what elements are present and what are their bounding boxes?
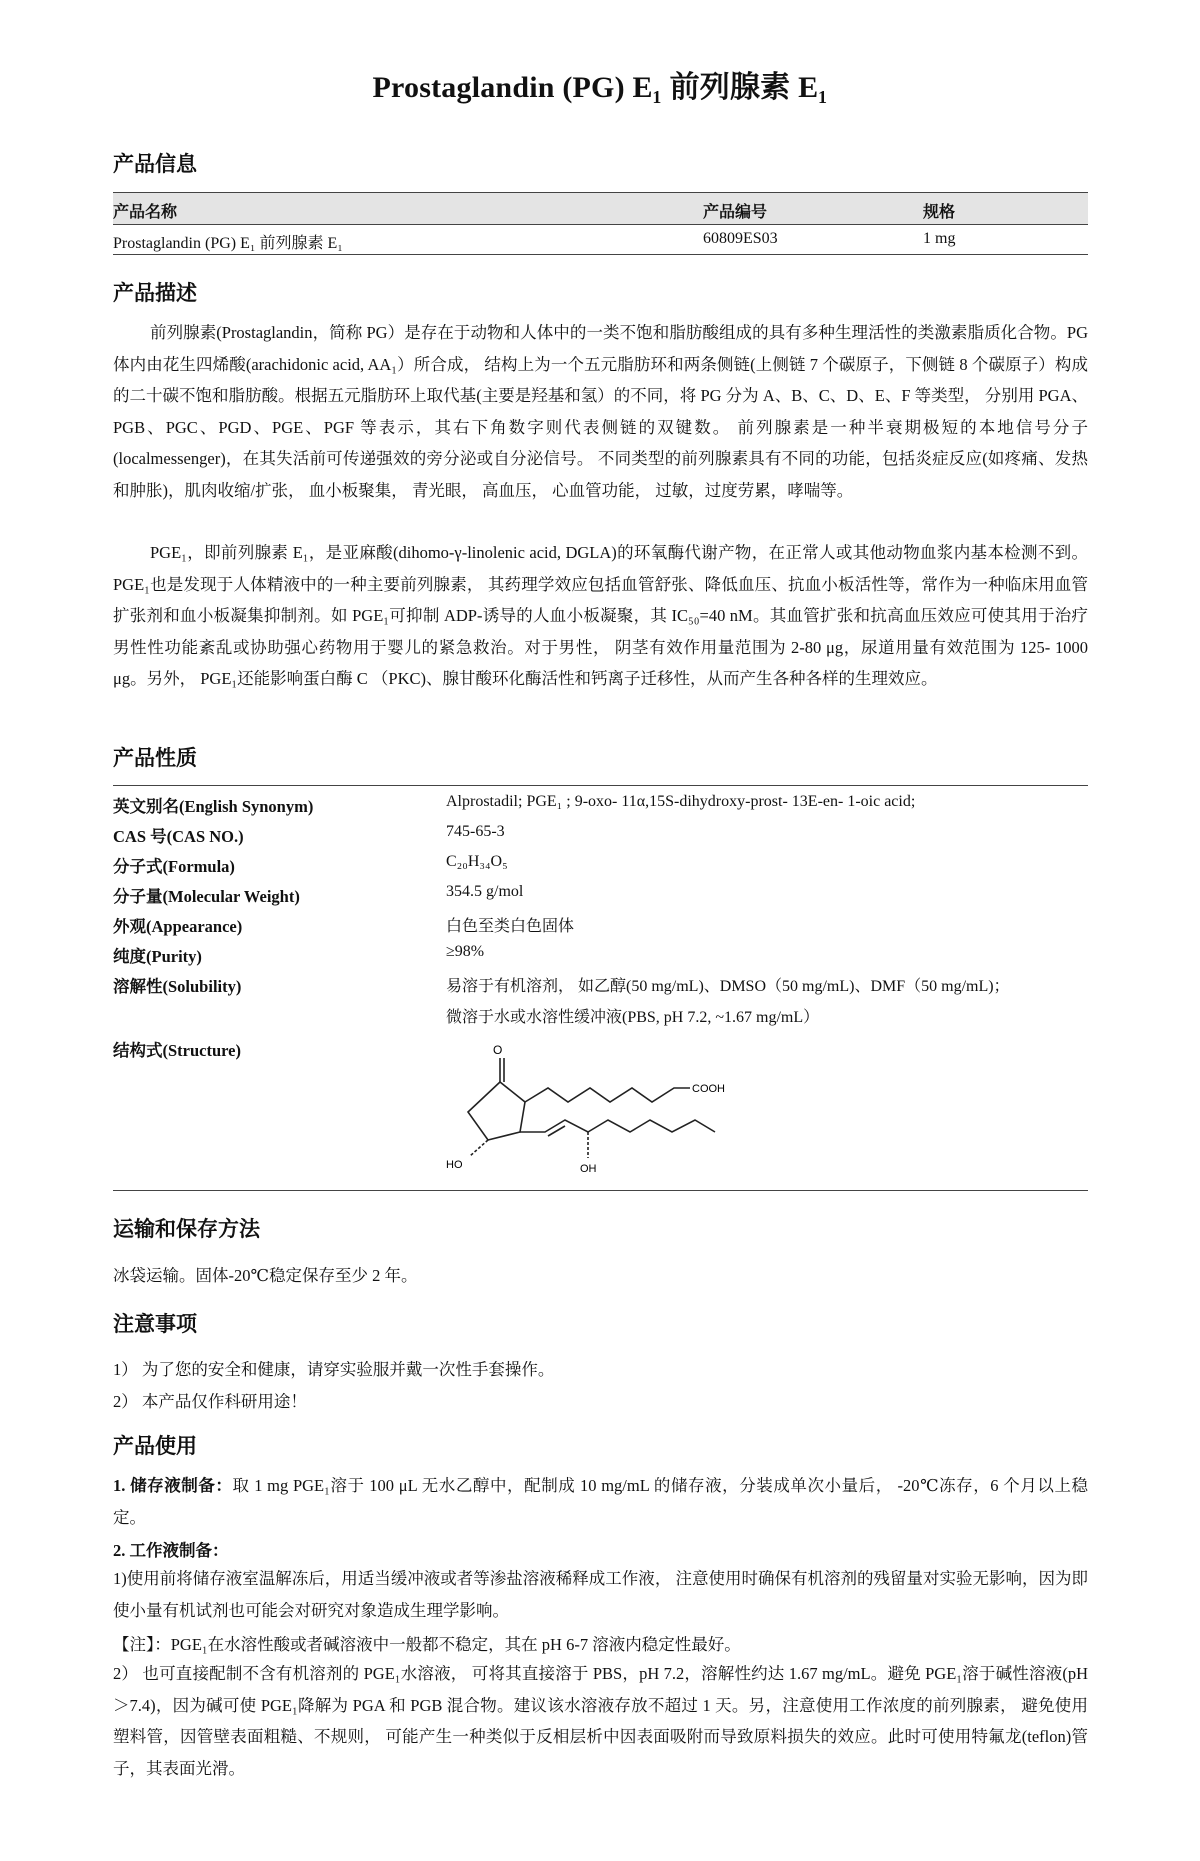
structure-label-ho: HO — [446, 1159, 463, 1171]
usage-step-2-para-2: 2） 也可直接配制不含有机溶剂的 PGE₁水溶液， 可将其直接溶于 PBS，pH 7.2，溶解性约达 1.67 mg/mL。避免 PGE₁溶于碱性溶液(pH＞7.4)，因为碱可使 PGE₁降解为 PGA 和 PGB 混合物。建议该水溶液存放不超过 1 天。另，注意使用工作浓度的前列腺素， 避免使用塑料管，因管壁表面粗糙、不规则， 可能产生一种类似于反相层析中因表面吸附而导致原料损失的效应。此时可使用特氟龙(teflon)管子，其表面光滑。 — [113, 1664, 1088, 1778]
property-label: 分子式(Formula) — [113, 857, 235, 876]
structure-label-cooh: COOH — [692, 1083, 725, 1095]
section-title-properties: 产品性质 — [113, 746, 197, 770]
document-title: Prostaglandin (PG) E₁ 前列腺素 E₁ — [372, 71, 828, 104]
col-header-code: 产品编号 — [703, 202, 768, 221]
structure-diagram — [440, 1040, 750, 1190]
property-value: 354.5 g/mol — [446, 883, 524, 900]
usage-step-2-para-1: 1)使用前将储存液室温解冻后，用适当缓冲液或者等渗盐溶液稀释成工作液， 注意使用时确保有机溶剂的残留量对实验无影响，因为即使小量有机试剂也可能会对研究对象造成生理学影响。 — [113, 1569, 1088, 1620]
property-row — [113, 943, 1088, 973]
section-title-description: 产品描述 — [113, 281, 197, 305]
property-value-line2: 微溶于水或水溶性缓冲液(PBS, pH 7.2, ~1.67 mg/mL） — [446, 1009, 820, 1026]
property-label: CAS 号(CAS NO.) — [113, 827, 244, 846]
property-value: Alprostadil; PGE₁ ; 9-oxo- 11α,15S-dihydroxy-prost- 13E-en- 1-oic acid; — [446, 793, 916, 810]
structure-label-oh: OH — [580, 1163, 597, 1175]
description-paragraph-2: PGE₁，即前列腺素 E₁，是亚麻酸(dihomo-γ-linolenic acid, DGLA)的环氧酶代谢产物，在正常人或其他动物血浆内基本检测不到。 PGE₁也是发现于人体精液中的一种主要前列腺素， 其药理学效应包括血管舒张、降低血压、抗血小板活性等，常作为一种临床用血管扩张剂和血小板凝集抑制剂。如 PGE₁可抑制 ADP-诱导的人血小板凝聚，其 IC₅₀=40 nM。其血管扩张和抗高血压效应可使其用于治疗男性性功能紊乱或协助强心药物用于婴儿的紧急救治。对于男性， 阴茎有效作用量范围为 2-80 μg，尿道用量有效范围为 125- 1000 μg。另外， PGE₁还能影响蛋白酶 C （PKC)、腺甘酸环化酶活性和钙离子迁移性，从而产生各种各样的生理效应。 — [113, 543, 1088, 688]
property-row — [113, 883, 1088, 913]
property-label: 纯度(Purity) — [113, 947, 202, 966]
cell-product-code: 60809ES03 — [703, 230, 778, 247]
property-label: 分子量(Molecular Weight) — [113, 887, 300, 906]
usage-note: 【注】：PGE₁在水溶性酸或者碱溶液中一般都不稳定，其在 pH 6-7 溶液内稳定性最好。 — [113, 1635, 741, 1654]
property-row — [113, 913, 1088, 943]
section-title-info: 产品信息 — [113, 152, 197, 176]
properties-bottom-rule — [113, 1190, 1088, 1191]
usage-step-1-title: 1. 储存液制备： — [113, 1476, 233, 1495]
section-title-storage: 运输和保存方法 — [113, 1217, 260, 1241]
property-value: ≥98% — [446, 943, 485, 960]
storage-text: 冰袋运输。固体-20℃稳定保存至少 2 年。 — [113, 1266, 418, 1285]
description-paragraph-1: 前列腺素(Prostaglandin，简称 PG）是存在于动物和人体中的一类不饱和脂肪酸组成的具有多种生理活性的类激素脂质化合物。PG 体内由花生四烯酸(arachidonic acid, AA₁）所合成， 结构上为一个五元脂肪环和两条侧链(上侧链 7 个碳原子，下侧链 8 个碳原子）构成的二十碳不饱和脂肪酸。根据五元脂肪环上取代基(主要是羟基和氢）的不同，将 PG 分为 A、B、C、D、E、F 等类型， 分别用 PGA、PGB、PGC、PGD、PGE、PGF 等表示，其右下角数字则代表侧链的双键数。 前列腺素是一种半衰期极短的本地信号分子(localmessenger)，在其失活前可传递强效的旁分泌或自分泌信号。 不同类型的前列腺素具有不同的功能，包括炎症反应(如疼痛、发热和肿胀)，肌肉收缩/扩张， 血小板聚集， 青光眼， 高血压， 心血管功能， 过敏，过度劳累，哮喘等。 — [113, 323, 1088, 500]
property-row — [113, 823, 1088, 853]
usage-step-2-title: 2. 工作液制备： — [113, 1541, 229, 1560]
table-bottom-rule — [113, 254, 1088, 255]
structure-label-o: O — [493, 1043, 503, 1057]
property-label: 英文别名(English Synonym) — [113, 797, 314, 816]
usage-step-1 — [113, 1470, 1088, 1533]
property-value: C₂₀H₃₄O₅ — [446, 853, 508, 870]
note-item: 1） 为了您的安全和健康，请穿实验服并戴一次性手套操作。 — [113, 1360, 555, 1379]
section-title-usage: 产品使用 — [113, 1434, 197, 1458]
property-label: 溶解性(Solubility) — [113, 977, 242, 996]
property-row — [113, 793, 1088, 823]
property-label: 外观(Appearance) — [113, 917, 243, 936]
property-value: 白色至类白色固体 — [446, 918, 575, 935]
col-header-name: 产品名称 — [113, 202, 178, 221]
property-value: 745-65-3 — [446, 823, 505, 840]
section-title-notes: 注意事项 — [113, 1312, 197, 1336]
usage-step-1-text: 取 1 mg PGE₁溶于 100 μL 无水乙醇中，配制成 10 mg/mL 的储存液，分装成单次小量后， -20℃冻存，6 个月以上稳定。 — [113, 1476, 1089, 1527]
note-item: 2） 本产品仅作科研用途！ — [113, 1392, 307, 1411]
property-row — [113, 973, 1088, 1037]
col-header-spec: 规格 — [923, 202, 956, 221]
property-row — [113, 853, 1088, 883]
cell-product-name: Prostaglandin (PG) E₁ 前列腺素 E₁ — [113, 235, 343, 252]
cell-product-spec: 1 mg — [923, 230, 956, 247]
properties-top-rule — [113, 785, 1088, 786]
info-table-header — [113, 192, 1088, 225]
property-value: 易溶于有机溶剂， 如乙醇(50 mg/mL)、DMSO（50 mg/mL)、DMF（50 mg/mL)； — [446, 978, 1010, 995]
property-label: 结构式(Structure) — [113, 1041, 242, 1060]
